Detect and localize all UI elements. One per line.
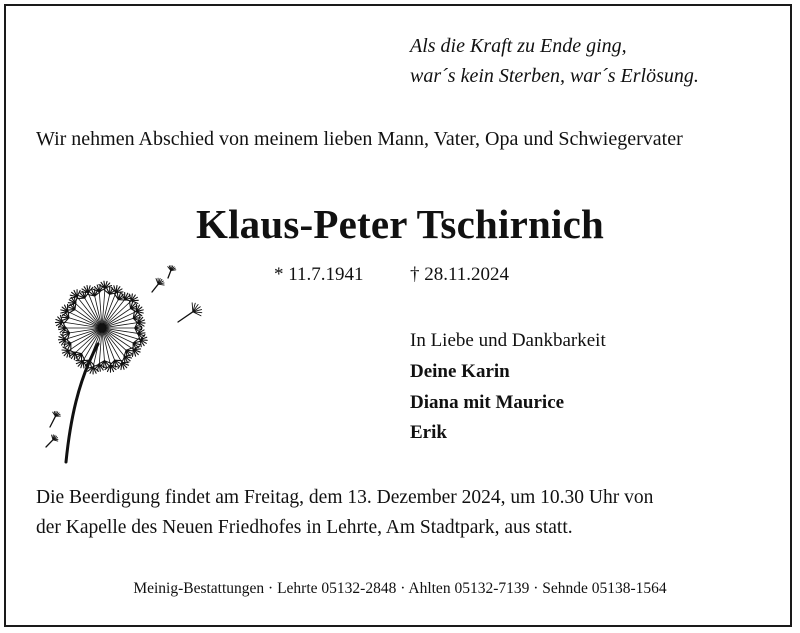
mourner-name: Diana mit Maurice <box>410 392 565 413</box>
farewell-intro: Wir nehmen Abschied von meinem lieben Mann, Vater, Opa und Schwiegervater <box>36 128 683 150</box>
funeral-info-line-2: der Kapelle des Neuen Friedhofes in Lehrte, Am Stadtpark, aus statt. <box>36 517 573 538</box>
mourners-intro: In Liebe und Dankbarkeit <box>410 330 606 351</box>
funeral-home-footer: Meinig-Bestattungen · Lehrte 05132-2848 · Ahlten 05132-7139 · Sehnde 05138-1564 <box>133 580 667 597</box>
birth-date: * 11.7.1941 <box>274 264 364 285</box>
quote-line-1: Als die Kraft zu Ende ging, <box>410 35 627 57</box>
deceased-name: Klaus-Peter Tschirnich <box>196 201 604 247</box>
death-date: † 28.11.2024 <box>410 264 510 285</box>
mourner-name: Deine Karin <box>410 361 510 382</box>
funeral-info-line-1: Die Beerdigung findet am Freitag, dem 13. Dezember 2024, um 10.30 Uhr von <box>36 487 654 508</box>
mourner-name: Erik <box>410 422 447 443</box>
dandelion-illustration <box>30 262 220 467</box>
quote-line-2: war´s kein Sterben, war´s Erlösung. <box>410 65 699 87</box>
